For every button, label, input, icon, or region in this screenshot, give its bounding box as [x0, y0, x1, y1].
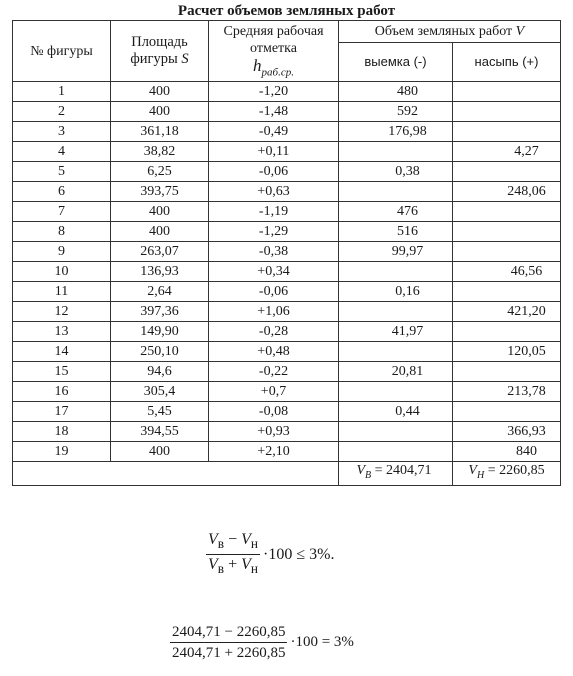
cell-fill: 366,93: [453, 422, 561, 442]
cell-mean-elevation: -0,22: [209, 362, 339, 382]
table-row: [13, 382, 561, 402]
table-row: [13, 422, 561, 442]
volume-symbol: V: [515, 23, 525, 39]
cell-fill: 248,06: [453, 182, 561, 202]
cell-cut: [339, 262, 453, 282]
cell-figure-no: 1: [13, 82, 111, 102]
table-row: [13, 282, 561, 302]
cell-mean-elevation: -0,08: [209, 402, 339, 422]
area-symbol: S: [181, 51, 189, 68]
cell-figure-no: 11: [13, 282, 111, 302]
cell-mean-elevation: +2,10: [209, 442, 339, 462]
table-row: [13, 362, 561, 382]
cell-mean-elevation: -0,06: [209, 162, 339, 182]
cell-fill: [453, 362, 561, 382]
table-row: [13, 242, 561, 262]
cell-area: 397,36: [111, 302, 209, 322]
cell-figure-no: 7: [13, 202, 111, 222]
table-row: [13, 342, 561, 362]
cell-mean-elevation: +0,7: [209, 382, 339, 402]
cell-figure-no: 17: [13, 402, 111, 422]
cell-fill: [453, 402, 561, 422]
cell-cut: [339, 342, 453, 362]
cell-figure-no: 15: [13, 362, 111, 382]
table-row: [13, 142, 561, 162]
cell-area: 6,25: [111, 162, 209, 182]
cell-cut: 176,98: [339, 122, 453, 142]
cell-cut: [339, 422, 453, 442]
cell-mean-elevation: -1,20: [209, 82, 339, 102]
formula-numeric-numerator: 2404,71 − 2260,85: [172, 624, 286, 640]
cell-mean-elevation: +0,93: [209, 422, 339, 442]
formula-numeric: [170, 622, 355, 663]
cell-figure-no: 12: [13, 302, 111, 322]
cell-figure-no: 3: [13, 122, 111, 142]
cell-fill: 840: [453, 442, 561, 462]
cell-figure-no: 2: [13, 102, 111, 122]
cell-fill: [453, 102, 561, 122]
cell-mean-elevation: +0,34: [209, 262, 339, 282]
cell-fill: [453, 122, 561, 142]
formula-numeric-result: ·100 = 3%: [290, 634, 354, 650]
cell-area: 305,4: [111, 382, 209, 402]
cell-area: 250,10: [111, 342, 209, 362]
cell-fill: [453, 162, 561, 182]
cell-cut: 0,44: [339, 402, 453, 422]
cell-area: 394,55: [111, 422, 209, 442]
cell-figure-no: 4: [13, 142, 111, 162]
header-cut: выемка (-): [339, 42, 453, 82]
cell-area: 400: [111, 202, 209, 222]
cell-figure-no: 5: [13, 162, 111, 182]
formula-general-fraction: $\frac{V_в - V_н}{V_в + V_н}$: [208, 531, 259, 577]
formula-general: [206, 530, 335, 579]
cell-mean-elevation: +0,48: [209, 342, 339, 362]
cell-cut: 516: [339, 222, 453, 242]
table-row: [13, 302, 561, 322]
header-fill: насыпь (+): [453, 42, 561, 82]
cell-mean-elevation: +1,06: [209, 302, 339, 322]
cell-area: 149,90: [111, 322, 209, 342]
cell-mean-elevation: -1,48: [209, 102, 339, 122]
cell-fill: [453, 242, 561, 262]
cell-cut: 480: [339, 82, 453, 102]
cell-figure-no: 14: [13, 342, 111, 362]
cell-figure-no: 16: [13, 382, 111, 402]
formula-numeric-denominator: 2404,71 + 2260,85: [172, 645, 286, 661]
cell-cut: [339, 182, 453, 202]
table-body: [13, 82, 561, 462]
cell-area: 400: [111, 102, 209, 122]
cell-mean-elevation: -0,38: [209, 242, 339, 262]
cell-cut: [339, 382, 453, 402]
cell-fill: 120,05: [453, 342, 561, 362]
cell-cut: 0,16: [339, 282, 453, 302]
cell-figure-no: 18: [13, 422, 111, 442]
table-row: [13, 202, 561, 222]
cell-figure-no: 10: [13, 262, 111, 282]
header-figure-no: № фигуры: [13, 21, 111, 82]
cell-fill: 213,78: [453, 382, 561, 402]
cell-figure-no: 19: [13, 442, 111, 462]
cell-fill: [453, 282, 561, 302]
cell-mean-elevation: +0,63: [209, 182, 339, 202]
table-row: [13, 182, 561, 202]
cell-fill: [453, 202, 561, 222]
table-row: [13, 162, 561, 182]
total-cut: $V_B = 2404,71$: [339, 462, 453, 486]
formula-numeric-fraction: [170, 622, 287, 663]
cell-cut: [339, 302, 453, 322]
cell-area: 2,64: [111, 282, 209, 302]
header-area: Площадь фигуры S: [111, 21, 209, 82]
cell-mean-elevation: -0,49: [209, 122, 339, 142]
cell-area: 393,75: [111, 182, 209, 202]
cell-area: 400: [111, 82, 209, 102]
cell-fill: [453, 222, 561, 242]
cell-area: 136,93: [111, 262, 209, 282]
header-volume: Объем земляных работ V: [339, 21, 561, 43]
earthwork-volume-table: [12, 20, 561, 486]
table-row: [13, 122, 561, 142]
cell-mean-elevation: -1,29: [209, 222, 339, 242]
document-title: Расчет объемов земляных работ: [177, 3, 396, 19]
cell-area: 94,6: [111, 362, 209, 382]
totals-spacer: [13, 462, 339, 486]
cell-mean-elevation: -0,28: [209, 322, 339, 342]
cell-cut: [339, 442, 453, 462]
table-row: [13, 402, 561, 422]
total-fill: $V_H = 2260,85$: [453, 462, 561, 486]
cell-fill: 4,27: [453, 142, 561, 162]
cell-cut: 0,38: [339, 162, 453, 182]
table-row: [13, 102, 561, 122]
cell-cut: [339, 142, 453, 162]
cell-fill: 46,56: [453, 262, 561, 282]
table-row: [13, 262, 561, 282]
cell-mean-elevation: -1,19: [209, 202, 339, 222]
cell-fill: 421,20: [453, 302, 561, 322]
cell-area: 38,82: [111, 142, 209, 162]
cell-fill: [453, 322, 561, 342]
cell-mean-elevation: +0,11: [209, 142, 339, 162]
cell-area: 361,18: [111, 122, 209, 142]
header-mean-elevation: Средняя рабочая отметка $h_{раб.ср.}$: [209, 21, 339, 82]
cell-cut: 99,97: [339, 242, 453, 262]
cell-area: 400: [111, 222, 209, 242]
table-row: [13, 222, 561, 242]
mean-symbol: $h_{раб.ср.}$: [253, 56, 294, 79]
header-row-1: [13, 21, 561, 43]
cell-fill: [453, 82, 561, 102]
table-row: [13, 322, 561, 342]
formula-general-condition: ·100 ≤ 3%.: [263, 545, 335, 563]
cell-figure-no: 6: [13, 182, 111, 202]
table-row: [13, 82, 561, 102]
cell-figure-no: 13: [13, 322, 111, 342]
table-row: [13, 442, 561, 462]
totals-row: [13, 462, 561, 486]
cell-figure-no: 9: [13, 242, 111, 262]
cell-cut: 592: [339, 102, 453, 122]
cell-cut: 41,97: [339, 322, 453, 342]
cell-area: 400: [111, 442, 209, 462]
cell-mean-elevation: -0,06: [209, 282, 339, 302]
cell-cut: 20,81: [339, 362, 453, 382]
cell-cut: 476: [339, 202, 453, 222]
cell-figure-no: 8: [13, 222, 111, 242]
cell-area: 263,07: [111, 242, 209, 262]
cell-area: 5,45: [111, 402, 209, 422]
